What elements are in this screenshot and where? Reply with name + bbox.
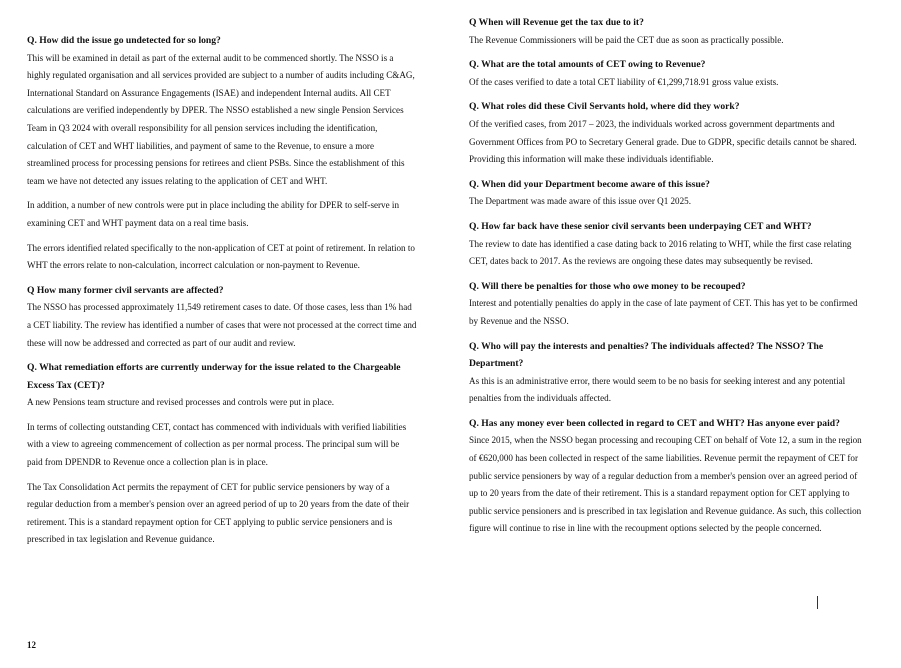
qa-block xyxy=(469,415,864,538)
answer-paragraph: Since 2015, when the NSSO began processing and recouping CET on behalf of Vote 12, a sum in the region of €620,000 has been collected in respect of the same liabilities. Revenue permit the repayment of CET for public service pensioners by way of a regular deduction from a member's pension over an agreed period of up to 20 years from the date of their retirement. This is a standard repayment option for CET applying to public service pensioners and is prescribed in tax legislation and Revenue guidance. As such, this collection figure will continue to rise in line with the recoupment options selected by the people concerned. xyxy=(469,435,862,534)
answer-paragraph: The errors identified related specifically to the non-application of CET at point of retirement. In relation to WHT the errors relate to non-calculation, incorrect calculation or non-payment to Revenue. xyxy=(27,242,415,271)
answer-paragraph: Interest and potentially penalties do apply in the case of late payment of CET. This has yet to be confirmed by Revenue and the NSSO. xyxy=(469,298,858,326)
question-heading: Q When will Revenue get the tax due to it? xyxy=(469,17,644,28)
answer-paragraph: Of the cases verified to date a total CET liability of €1,299,718.91 gross value exists. xyxy=(469,76,779,87)
text-cursor xyxy=(817,596,818,609)
question-heading: Q. When did your Department become aware of this issue? xyxy=(469,178,710,190)
qa-block xyxy=(469,14,864,49)
answer-paragraph: The Department was made aware of this issue over Q1 2025. xyxy=(469,196,691,207)
question-heading: Q. What roles did these Civil Servants hold, where did they work? xyxy=(469,101,740,113)
page-number: 12 xyxy=(27,640,36,650)
answer-paragraph: The review to date has identified a case dating back to 2016 relating to WHT, while the first case relating CET, dates back to 2017. As the reviews are ongoing these dates may subsequently be revised. xyxy=(469,238,852,267)
qa-block xyxy=(469,338,864,408)
question-heading: Q. How far back have these senior civil servants been underpaying CET and WHT? xyxy=(469,220,812,232)
answer-paragraph: This will be examined in detail as part of the external audit to be commenced shortly. The NSSO is a highly regulated organisation and all services provided are subject to a number of audits including C&AG, International Standard on Assurance Engagements (ISAE) and independent Internal audits. All CET calculations are verified independently by DPER. The NSSO established a new single Pension Services Team in Q3 2024 with overall responsibility for all pension services including the identification, calculation of CET and WHT liabilities, and payment of same to the Revenue, to ensure a more streamlined process for processing pensions for retirees and client PSBs. Since the establishment of this team we have not detected any issues relating to the application of CET and WHT. xyxy=(27,52,415,186)
qa-block xyxy=(27,282,417,352)
qa-block xyxy=(469,218,864,271)
answer-paragraph: In addition, a number of new controls were put in place including the ability for DPER to self-serve in examining CET and WHT payment data on a real time basis. xyxy=(27,200,399,228)
question-heading: Q How many former civil servants are affected? xyxy=(27,284,224,296)
right-column xyxy=(469,14,864,545)
answer-paragraph: In terms of collecting outstanding CET, contact has commenced with individuals with verified liabilities with a view to agreeing commencement of collection as per normal process. The principal sum will be paid from DPENDR to Revenue once a collection plan is in place. xyxy=(27,421,407,468)
qa-block xyxy=(27,359,417,549)
question-heading: Q. Will there be penalties for those who owe money to be recouped? xyxy=(469,280,746,292)
answer-paragraph: A new Pensions team structure and revised processes and controls were put in place. xyxy=(27,397,335,408)
qa-block xyxy=(469,278,864,331)
answer-paragraph: Of the verified cases, from 2017 – 2023, the individuals worked across government departments and Government Offices from PO to Secretary General grade. Due to GDPR, specific details cannot be shared. Providing this information will make these individuals identifiable. xyxy=(469,118,857,165)
answer-paragraph: The Tax Consolidation Act permits the repayment of CET for public service pensioners by way of a regular deduction from a member's pension over an agreed period of up to 20 years from the date of their retirement. This is a standard repayment option for CET applying to public service pensioners and is prescribed in tax legislation and Revenue guidance. xyxy=(27,481,410,545)
qa-block xyxy=(27,32,417,275)
answer-paragraph: The Revenue Commissioners will be paid the CET due as soon as practically possible. xyxy=(469,34,784,45)
qa-block xyxy=(469,56,864,91)
question-heading: Q. What are the total amounts of CET owing to Revenue? xyxy=(469,59,706,71)
question-heading: Q. Who will pay the interests and penalties? The individuals affected? The NSSO? The Department? xyxy=(469,340,824,370)
question-heading: Q. What remediation efforts are currently underway for the issue related to the Chargeable Excess Tax (CET)? xyxy=(27,362,401,391)
qa-block xyxy=(469,176,864,211)
answer-paragraph: As this is an administrative error, there would seem to be no basis for seeking interest and any potential penalties from the individuals affected. xyxy=(469,375,846,404)
left-column xyxy=(27,32,417,556)
question-heading: Q. How did the issue go undetected for so long? xyxy=(27,35,221,46)
answer-paragraph: The NSSO has processed approximately 11,549 retirement cases to date. Of those cases, less than 1% had a CET liability. The review has identified a number of cases that were not processed at the correct time and these will now be addressed and corrected as part of our audit and review. xyxy=(27,302,417,348)
qa-block xyxy=(469,98,864,168)
question-heading: Q. Has any money ever been collected in regard to CET and WHT? Has anyone ever paid? xyxy=(469,417,840,429)
